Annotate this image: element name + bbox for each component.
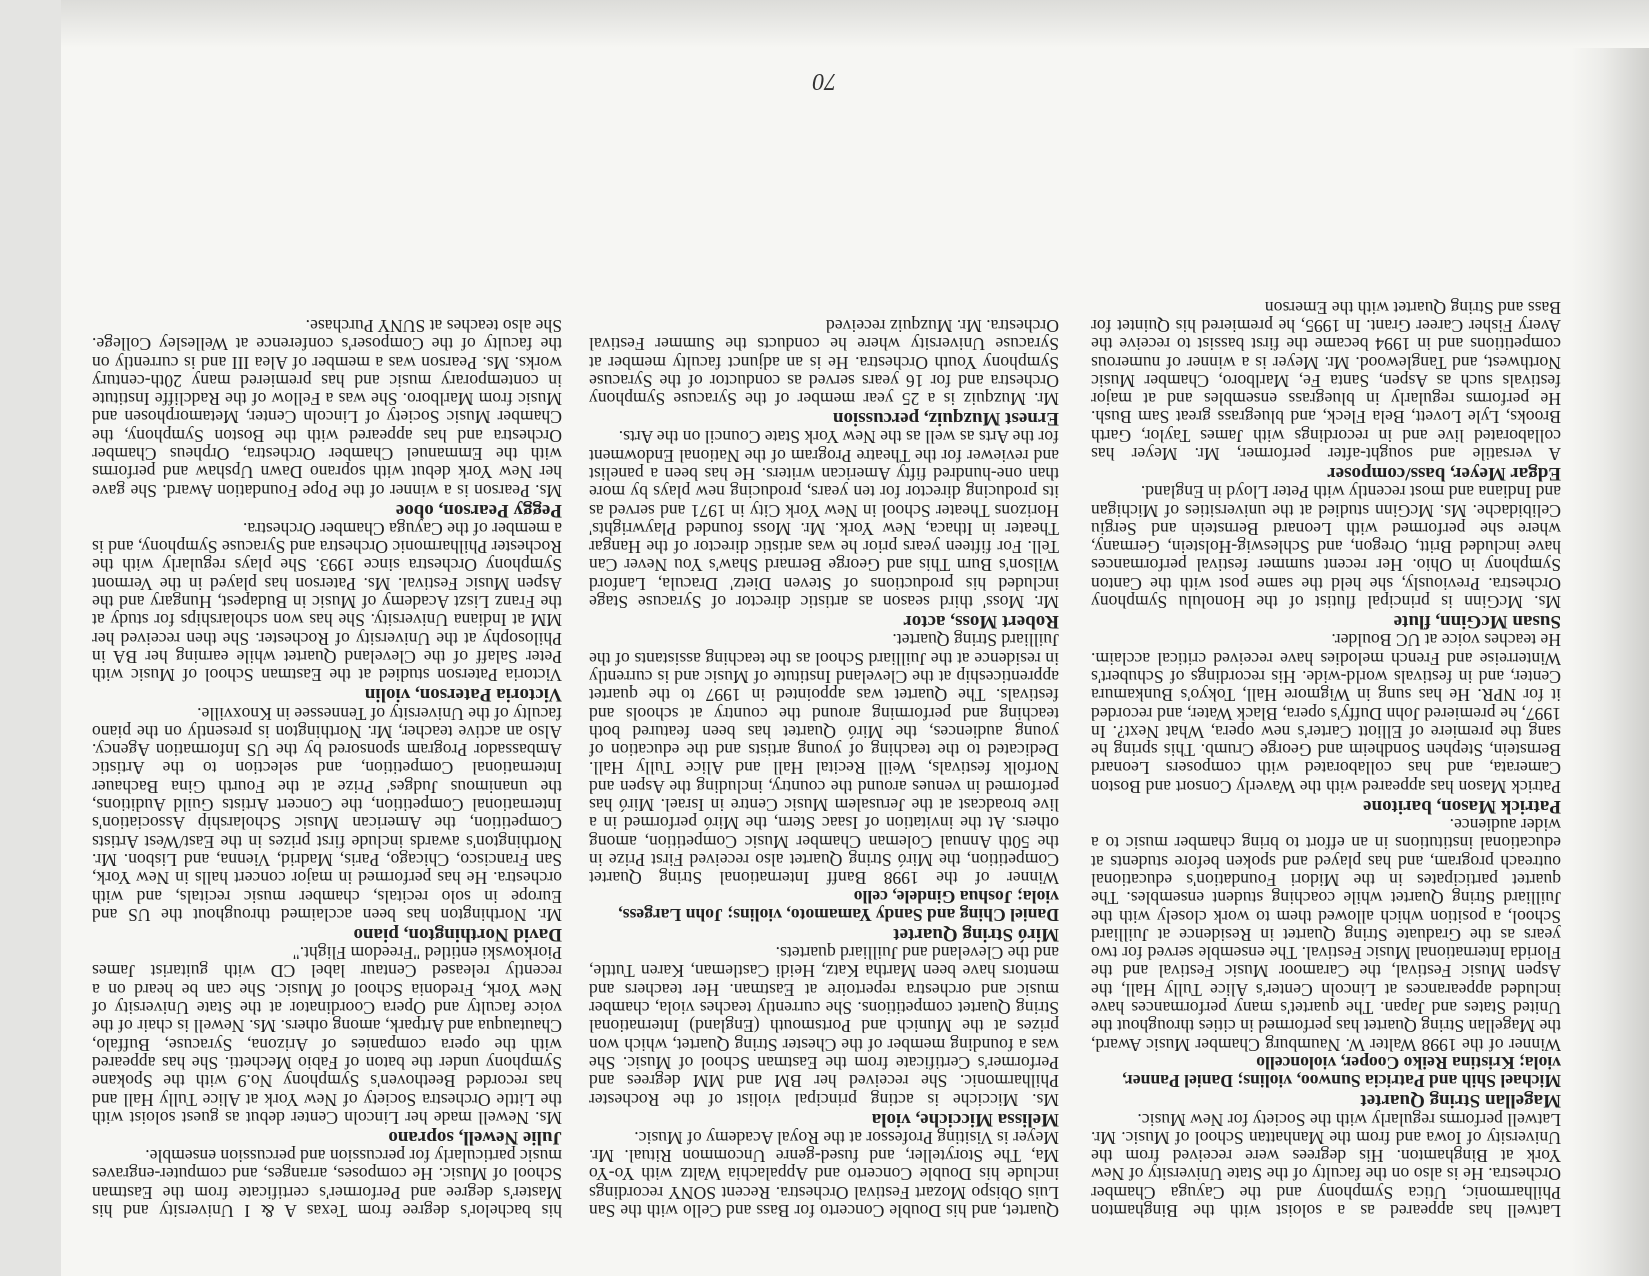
ensemble-members: Michael Shih and Patricia Sunwoo, violins; Daniel Panner, viola; Kristina Reiko Cooper, violoncello (1122, 1052, 1561, 1092)
bio-paragraph: Winner of the 1998 Banff International String Quartet Competition, the Miró String Quartet also received First Prize in the 50th Annual Coleman Chamber Music Competition, among others. At the invitation of Isaac Stern, the Miró performed in a live broadcast at the Jerusalem Music Centre in Israel. Miró has performed in venues around the country, including the Aspen and Norfolk festivals, Weill Recital Hall and Alice Tully Hall. Dedicated to the teaching of young artists and the education of young audiences, the Miró Quartet has been featured both teaching and performing around the country at schools and festivals. The Quartet was appointed in 1997 to the quartet apprenticeship at the Cleveland Institute of Music and is currently in residence at the Juilliard School as the teaching assistants of the Juilliard String Quartet. (589, 630, 1059, 889)
bio-heading: Julie Newell, soprano (388, 1126, 562, 1148)
bio-paragraph: Mr. Moss' third season as artistic director of Syracuse Stage included his productions of Steven Dietz' Dracula, Lanford Wilson's Burn This and George Bernard Shaw's You Never Can Tell. For fifteen years prior he was artistic director of the Hangar Theater in Ithaca, New York. Mr. Moss founded Playwrights' Horizons Theater School in New York City in 1971 and served as its producing director for ten years, producing new plays by more than one-hundred fifty American writers. He has been a panelist and reviewer for the Theatre Program of the National Endowment for the Arts as well as the New York State Council on the Arts. (589, 427, 1059, 613)
bio-heading: Magellan String Quartet (1360, 1090, 1561, 1112)
bio-heading: Peggy Pearson, oboe (395, 499, 562, 521)
text-column-1 (1091, 298, 1561, 1220)
bio-paragraph: Latwell has appeared as a soloist with the Binghamton Philharmonic, Utica Symphony and the Cayuga Chamber Orchestra. He is also on the faculty of the State University of New York at Binghamton. His degrees were received from the University of Iowa and from the Manhattan School of Music. Mr. Latwell performs regularly with the Society for New Music. (1091, 1109, 1561, 1221)
bio-paragraph: Victoria Paterson studied at the Eastman School of Music with Peter Salaff of the Cleveland Quartet while earning her BA in Philosophy at the University of Rochester. She then received her MM at Indiana University. She has won scholarships for study at the Franz Liszt Academy of Music in Budapest, Hungary and the Aspen Music Festival. Ms. Paterson has played in the Vermont Symphony Orchestra since 1993. She plays regularly with the Rochester Philharmonic Orchestra and Syracuse Symphony, and is a member of the Cayuga Chamber Orchestra. (92, 518, 562, 686)
bio-heading: Edgar Meyer, bass/composer (1327, 463, 1561, 485)
bio-heading: Robert Moss, actor (903, 611, 1059, 633)
bio-paragraph: Ms. Pearson is a winner of the Pope Foundation Award. She gave her New York debut with soprano Dawn Upshaw and performs with the Emmanuel Chamber Orchestra, Orpheus Chamber Orchestra and has appeared with the Boston Symphony, the Chamber Music Society of Lincoln Center, Metamorphosen and Music from Marlboro. She was a Fellow of the Radcliffe Institute in contemporary music and has premiered many 20th-century works. Ms. Pearson was a member of Alea III and is currently on the faculty of the Composer's conference at Wellesley College. She also teaches at SUNY Purchase. (92, 315, 562, 501)
bio-heading: Miró String Quartet (893, 923, 1059, 945)
bio-paragraph: Ms. Newell made her Lincoln Center debut as guest soloist with the Little Orchestra Society of New York at Alice Tully Hall and has recorded Beethoven's Symphony No.9 with the Spokane Symphony under the baton of Fabio Mechetti. She has appeared with the opera companies of Arizona, Syracuse, Buffalo, Chautauqua and Artpark, among others. Ms. Newell is chair of the voice faculty and Opera Coordinator at the State University of New York, Fredonia School of Music. She can be heard on a recently released Centaur label CD with guitarist James Piorkowski entitled "Freedom Flight." (92, 943, 562, 1128)
bio-paragraph: A versatile and sought-after performer, Mr. Meyer has collaborated live and in recordings with James Taylor, Garth Brooks, Lyle Lovett, Bela Fleck, and bluegrass great Sam Bush. He performs regularly in bluegrass ensembles and at major festivals such as Aspen, Santa Fe, Marlboro, Chamber Music Northwest, and Tanglewood. Mr. Meyer is a winner of numerous competitions and in 1994 became the first bassist to receive the Avery Fisher Career Grant. In 1995, he premiered his Quintet for Bass and String Quartet with the Emerson (1091, 297, 1561, 465)
bio-heading: Susan McGinn, flute (1393, 611, 1561, 633)
bio-heading: Melissa Micciche, viola (871, 1108, 1059, 1130)
page-bottom-shadow (61, 0, 1649, 48)
bio-heading: Ernest Muzquiz, percussion (832, 408, 1059, 430)
bio-heading: Victoria Paterson, violin (364, 684, 562, 706)
page-number: 70 (812, 68, 837, 94)
text-column-3 (92, 317, 562, 1220)
bio-paragraph: Patrick Mason has appeared with the Waverly Consort and Boston Camerata, and has collaborated with composers Leonard Bernstein, Stephen Sondheim and George Crumb. This spring he sang the premiere of Elliott Carter's new opera, What Next?. In 1997, he premiered John Duffy's opera, Black Water, and recorded it for NPR. He has sung in Wigmore Hall, Tokyo's Bunkamura Center, and in festivals world-wide. His recordings of Schubert's Winterreise and French melodies have received critical acclaim. He teaches voice at UC Boulder. (1091, 630, 1561, 797)
bio-paragraph: Ms. McGinn is principal flutist of the Honolulu Symphony Orchestra. Previously, she held the same post with the Canton Symphony in Ohio. Her recent summer festival performances have included Britt, Oregon, and Schleswig-Holstein, Germany, where she performed with Leonard Bernstein and Sergiu Celibidache. Ms. McGinn studied at the universities of Michigan and Indiana and most recently with Peter Lloyd in England. (1091, 482, 1561, 613)
bio-paragraph: Mr. Muzquiz is a 25 year member of the Syracuse Symphony Orchestra and for 16 years served as conductor of the Syracuse Symphony Youth Orchestra. He is an adjunct faculty member at Syracuse University where he conducts the Summer Festival Orchestra. Mr. Muzquiz received (589, 315, 1059, 410)
ensemble-members: Daniel Ching and Sandy Yamamoto, violins; John Largess, viola; Joshua Gindele, cello (618, 886, 1059, 925)
bio-paragraph: his bachelor's degree from Texas A & I University and his Master's degree and Performer's certificate from the Eastman School of Music. He composes, arranges, and computer-engraves music particularly for percussion and percussion ensemble. (92, 1146, 562, 1221)
text-column-2 (589, 317, 1059, 1220)
bio-paragraph: Winner of the 1998 Walter W. Naumburg Chamber Music Award, the Magellan String Quartet has performed in cities throughout the United States and Japan. The quartet's many performances have included appearances at Lincoln Center's Alice Tully Hall, the Aspen Music Festival, the Caramoor Music Festival and the Florida International Music Festival. The ensemble served for two years as the Graduate String Quartet in Residence at Juilliard School, a position which allowed them to work closely with the Juilliard String Quartet while coaching student ensembles. The quartet participates in the Midori Foundation's educational outreach program, and has played and spoken before students at educational institutions in an effort to bring chamber music to a wider audience. (1091, 815, 1561, 1055)
page-binding-shadow (1571, 0, 1649, 1276)
bio-heading: Patrick Mason, baritone (1363, 795, 1561, 817)
bio-paragraph: Ms. Micciche is acting principal violist of the Rochester Philharmonic. She received her BM and MM degrees and Performer's Certificate from the Eastman School of Music. She was a founding member of the Chester String Quartet, which won prizes at the Munich and Portsmouth (England) International String Quartet competitions. She currently teaches viola, chamber music and orchestra repertoire at Eastman. Her teachers and mentors have been Martha Katz, Heidi Castleman, Karen Tuttle, and the Cleveland and Juilliard quartets. (589, 943, 1059, 1110)
bio-heading: David Northington, piano (353, 923, 562, 945)
bio-paragraph: Mr. Northington has been acclaimed throughout the US and Europe in solo recitals, chamber music recitals, and with orchestra. He has performed in major concert halls in New York, San Francisco, Chicago, Paris, Madrid, Vienna, and Lisbon. Mr. Northington's awards include first prizes in the East/West Artists Competition, the American Music Scholarship Association's International Competition, the Concert Artists Guild Auditions, the unanimous Judges' Prize at the Fourth Gina Bachauer International Competition, and selection to the Artistic Ambassador Program sponsored by the US Information Agency. Also an active teacher, Mr. Northington is presently on the piano faculty of the University of Tennessee in Knoxville. (92, 703, 562, 925)
bio-paragraph: Quartet, and his Double Concerto for Bass and Cello with the San Luis Obispo Mozart Festival Orchestra. Recent SONY recordings include his Double Concerto and Appalachia Waltz with Yo-Yo Ma, The Storyteller, and fused-genre Uncommon Ritual. Mr. Meyer is Visiting Professor at the Royal Academy of Music. (589, 1127, 1059, 1221)
